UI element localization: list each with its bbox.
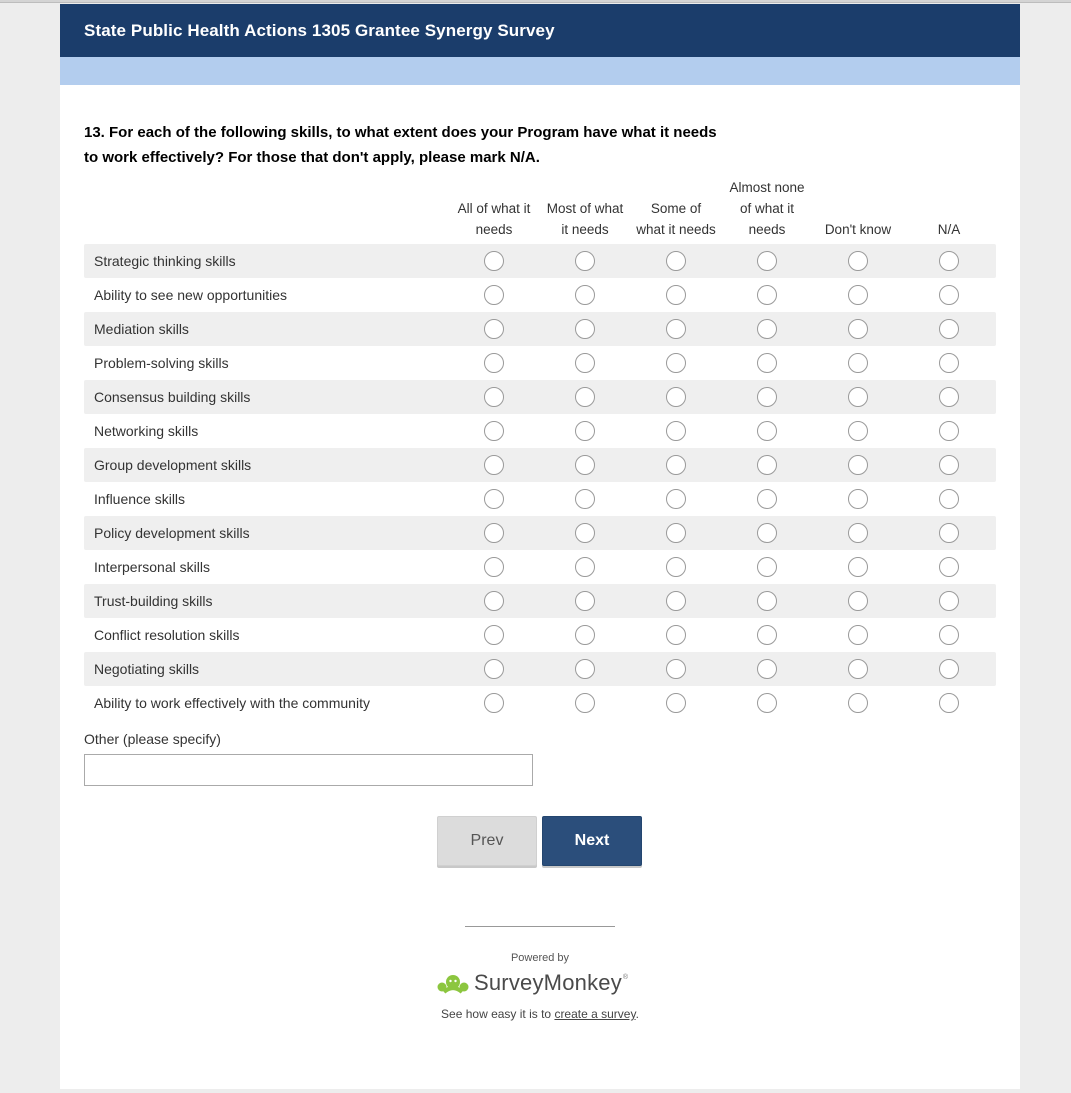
brand-name: SurveyMonkey	[474, 970, 622, 995]
matrix-radio-button[interactable]	[666, 251, 686, 271]
matrix-radio-button[interactable]	[848, 693, 868, 713]
matrix-radio-button[interactable]	[939, 557, 959, 577]
matrix-radio-button[interactable]	[575, 625, 595, 645]
column-header-line	[904, 198, 994, 219]
other-label: Other (please specify)	[84, 731, 221, 747]
matrix-row	[84, 550, 996, 584]
matrix-radio-button[interactable]	[757, 421, 777, 441]
matrix-radio-button[interactable]	[939, 489, 959, 509]
matrix-radio-button[interactable]	[757, 693, 777, 713]
matrix-radio-button[interactable]	[575, 319, 595, 339]
matrix-radio-button[interactable]	[484, 489, 504, 509]
matrix-row-label: Negotiating skills	[94, 661, 200, 677]
matrix-radio-button[interactable]	[757, 557, 777, 577]
matrix-row-label: Influence skills	[94, 491, 186, 507]
column-header-line: All of what it	[457, 201, 531, 216]
matrix-row	[84, 584, 996, 618]
matrix-radio-button[interactable]	[666, 285, 686, 305]
survey-page	[60, 4, 1020, 1089]
column-header-line	[813, 177, 903, 198]
matrix-row	[84, 482, 996, 516]
matrix-radio-button[interactable]	[484, 455, 504, 475]
matrix-radio-button[interactable]	[939, 285, 959, 305]
matrix-radio-button[interactable]	[757, 353, 777, 373]
matrix-radio-button[interactable]	[484, 557, 504, 577]
matrix-radio-button[interactable]	[939, 591, 959, 611]
matrix-radio-button[interactable]	[666, 455, 686, 475]
matrix-radio-button[interactable]	[666, 319, 686, 339]
matrix-column-header	[631, 177, 721, 240]
matrix-radio-button[interactable]	[757, 659, 777, 679]
column-header-line	[540, 177, 630, 198]
matrix-radio-button[interactable]	[484, 353, 504, 373]
matrix-radio-button[interactable]	[575, 557, 595, 577]
matrix-radio-button[interactable]	[666, 353, 686, 373]
matrix-row-label: Consensus building skills	[94, 389, 251, 405]
column-header-line: Don't know	[824, 222, 892, 237]
matrix-row	[84, 448, 996, 482]
matrix-radio-button[interactable]	[666, 387, 686, 407]
matrix-row-label: Mediation skills	[94, 321, 189, 337]
matrix-radio-button[interactable]	[757, 489, 777, 509]
column-header-line: it needs	[561, 222, 609, 237]
column-header-line	[904, 177, 994, 198]
surveymonkey-logo[interactable]	[436, 967, 628, 999]
matrix-radio-button[interactable]	[666, 659, 686, 679]
matrix-radio-button[interactable]	[939, 387, 959, 407]
question-text: 13. For each of the following skills, to what extent does your Program have what it needs to work effectively? For those that don't apply, please mark N/A.	[84, 124, 717, 166]
column-header-line: Most of what	[546, 201, 624, 216]
matrix-column-header	[449, 177, 539, 240]
matrix-radio-button[interactable]	[484, 421, 504, 441]
column-header-line	[449, 177, 539, 198]
matrix-question	[84, 176, 996, 720]
matrix-rows	[84, 244, 996, 720]
matrix-radio-button[interactable]	[575, 285, 595, 305]
matrix-radio-button[interactable]	[939, 353, 959, 373]
matrix-row-label: Conflict resolution skills	[94, 627, 240, 643]
column-header-line: needs	[748, 222, 786, 237]
matrix-radio-button[interactable]	[666, 557, 686, 577]
matrix-radio-button[interactable]	[484, 319, 504, 339]
matrix-radio-button[interactable]	[848, 489, 868, 509]
matrix-radio-button[interactable]	[484, 523, 504, 543]
matrix-radio-button[interactable]	[575, 523, 595, 543]
monkey-logo-icon	[436, 970, 470, 996]
matrix-radio-button[interactable]	[848, 591, 868, 611]
matrix-row	[84, 312, 996, 346]
matrix-radio-button[interactable]	[848, 659, 868, 679]
matrix-row	[84, 278, 996, 312]
column-header-line: needs	[475, 222, 513, 237]
matrix-row-label: Problem-solving skills	[94, 355, 229, 371]
matrix-radio-button[interactable]	[575, 659, 595, 679]
matrix-radio-button[interactable]	[484, 251, 504, 271]
next-button[interactable]: Next	[542, 816, 642, 866]
matrix-radio-button[interactable]	[757, 523, 777, 543]
matrix-row	[84, 244, 996, 278]
powered-by-text: Powered by	[510, 952, 570, 964]
matrix-column-header	[722, 177, 812, 240]
matrix-radio-button[interactable]	[484, 285, 504, 305]
matrix-radio-button[interactable]	[575, 353, 595, 373]
matrix-radio-button[interactable]	[575, 387, 595, 407]
window-top-border	[0, 0, 1071, 3]
matrix-radio-button[interactable]	[666, 591, 686, 611]
matrix-radio-button[interactable]	[575, 693, 595, 713]
matrix-radio-button[interactable]	[666, 523, 686, 543]
matrix-radio-button[interactable]	[575, 421, 595, 441]
matrix-radio-button[interactable]	[757, 285, 777, 305]
matrix-column-headers	[84, 176, 996, 244]
matrix-row-label: Policy development skills	[94, 525, 250, 541]
matrix-column-header	[540, 177, 630, 240]
matrix-radio-button[interactable]	[848, 625, 868, 645]
tagline-suffix: .	[635, 1007, 639, 1021]
matrix-radio-button[interactable]	[484, 693, 504, 713]
column-header-line	[813, 198, 903, 219]
column-header-line: Some of	[650, 201, 702, 216]
matrix-radio-button[interactable]	[575, 591, 595, 611]
matrix-column-header	[813, 177, 903, 240]
progress-subbar	[60, 57, 1020, 85]
matrix-radio-button[interactable]	[757, 591, 777, 611]
matrix-radio-button[interactable]	[666, 489, 686, 509]
column-header-line: what it needs	[636, 222, 716, 237]
create-survey-link[interactable]: create a survey	[554, 1007, 636, 1021]
prev-button[interactable]: Prev	[437, 816, 537, 866]
matrix-radio-button[interactable]	[575, 489, 595, 509]
matrix-radio-button[interactable]	[666, 625, 686, 645]
matrix-row	[84, 652, 996, 686]
column-header-line: of what it	[739, 201, 795, 216]
matrix-row-label: Group development skills	[94, 457, 252, 473]
tagline-prefix: See how easy it is to	[441, 1007, 555, 1021]
matrix-radio-button[interactable]	[939, 251, 959, 271]
matrix-row-label: Strategic thinking skills	[94, 253, 236, 269]
matrix-radio-button[interactable]	[484, 387, 504, 407]
matrix-radio-button[interactable]	[757, 251, 777, 271]
matrix-row-label: Ability to see new opportunities	[94, 287, 287, 303]
matrix-row	[84, 618, 996, 652]
matrix-radio-button[interactable]	[848, 319, 868, 339]
matrix-radio-button[interactable]	[757, 455, 777, 475]
matrix-radio-button[interactable]	[666, 693, 686, 713]
matrix-radio-button[interactable]	[484, 625, 504, 645]
matrix-radio-button[interactable]	[757, 387, 777, 407]
matrix-radio-button[interactable]	[939, 319, 959, 339]
matrix-radio-button[interactable]	[848, 421, 868, 441]
matrix-radio-button[interactable]	[848, 523, 868, 543]
matrix-radio-button[interactable]	[848, 387, 868, 407]
matrix-radio-button[interactable]	[757, 625, 777, 645]
matrix-radio-button[interactable]	[939, 659, 959, 679]
matrix-radio-button[interactable]	[575, 251, 595, 271]
matrix-row	[84, 380, 996, 414]
matrix-radio-button[interactable]	[484, 591, 504, 611]
matrix-row	[84, 346, 996, 380]
matrix-row-label: Trust-building skills	[94, 593, 213, 609]
matrix-radio-button[interactable]	[939, 421, 959, 441]
matrix-radio-button[interactable]	[939, 523, 959, 543]
matrix-column-header	[904, 177, 994, 240]
footer-divider	[465, 926, 615, 927]
matrix-radio-button[interactable]	[848, 353, 868, 373]
matrix-row-label: Ability to work effectively with the community	[94, 695, 370, 711]
matrix-row	[84, 516, 996, 550]
column-header-line: Almost none	[729, 180, 805, 195]
column-header-line: N/A	[937, 222, 961, 237]
matrix-radio-button[interactable]	[939, 625, 959, 645]
brand-registered-mark: ®	[622, 973, 629, 981]
matrix-radio-button[interactable]	[939, 455, 959, 475]
footer-tagline	[60, 1007, 1020, 1021]
matrix-radio-button[interactable]	[939, 693, 959, 713]
matrix-radio-button[interactable]	[484, 659, 504, 679]
matrix-row	[84, 686, 996, 720]
other-specify-input[interactable]	[84, 754, 533, 786]
matrix-row-label: Networking skills	[94, 423, 199, 439]
survey-header	[60, 4, 1020, 57]
matrix-radio-button[interactable]	[848, 285, 868, 305]
matrix-radio-button[interactable]	[848, 455, 868, 475]
matrix-row-label: Interpersonal skills	[94, 559, 210, 575]
matrix-radio-button[interactable]	[848, 251, 868, 271]
survey-title: State Public Health Actions 1305 Grantee Synergy Survey	[84, 20, 555, 40]
matrix-radio-button[interactable]	[757, 319, 777, 339]
matrix-radio-button[interactable]	[666, 421, 686, 441]
matrix-row	[84, 414, 996, 448]
matrix-radio-button[interactable]	[848, 557, 868, 577]
matrix-radio-button[interactable]	[575, 455, 595, 475]
column-header-line	[631, 177, 721, 198]
